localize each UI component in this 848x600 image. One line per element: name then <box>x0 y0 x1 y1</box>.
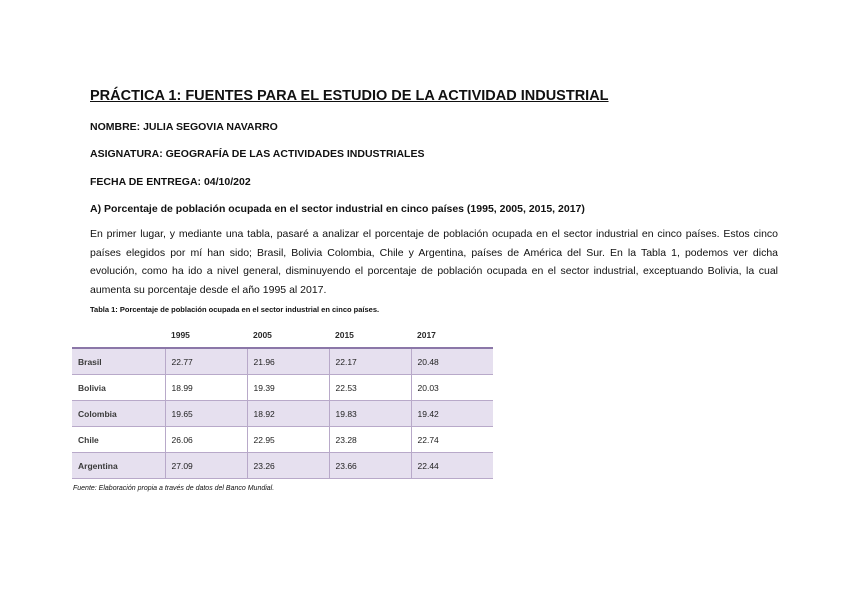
table-cell: 23.66 <box>329 453 411 479</box>
due-date: FECHA DE ENTREGA: 04/10/202 <box>90 176 251 188</box>
subject: ASIGNATURA: GEOGRAFÍA DE LAS ACTIVIDADES INDUSTRIALES <box>90 148 425 160</box>
intro-paragraph: En primer lugar, y mediante una tabla, pasaré a analizar el porcentaje de población ocupada en el sector industrial en cinco países. Estos cinco países elegidos por mí han sido; Brasil, Bolivia Colombia, Chile y Argentina, países de América del Sur. En la Tabla 1, podemos ver dicha evolución, como ha ido a nivel general, disminuyendo el porcentaje de población ocupada en el sector industrial, exceptuando Bolivia, la cual aumenta su porcentaje desde el año 1995 al 2017. <box>90 228 778 296</box>
table-cell: 23.28 <box>329 427 411 453</box>
table-cell: 22.17 <box>329 348 411 375</box>
table-cell: 18.92 <box>247 401 329 427</box>
table-cell: 22.95 <box>247 427 329 453</box>
table-cell: 21.96 <box>247 348 329 375</box>
table-cell: 19.65 <box>165 401 247 427</box>
header-2005: 2005 <box>253 330 272 340</box>
row-country: Colombia <box>72 401 165 427</box>
table-cell: 23.26 <box>247 453 329 479</box>
table-cell: 22.53 <box>329 375 411 401</box>
table-caption: Tabla 1: Porcentaje de población ocupada en el sector industrial en cinco países. <box>90 305 380 314</box>
document-title: PRÁCTICA 1: FUENTES PARA EL ESTUDIO DE LA ACTIVIDAD INDUSTRIAL <box>90 88 609 104</box>
table-cell: 22.74 <box>411 427 493 453</box>
table-cell: 22.77 <box>165 348 247 375</box>
table-header-row <box>72 323 493 348</box>
table-cell: 19.39 <box>247 375 329 401</box>
table-row <box>72 348 493 375</box>
table-cell: 18.99 <box>165 375 247 401</box>
student-name: NOMBRE: JULIA SEGOVIA NAVARRO <box>90 121 278 133</box>
header-1995: 1995 <box>171 330 190 340</box>
row-country: Brasil <box>72 348 165 375</box>
table-row <box>72 453 493 479</box>
header-2017: 2017 <box>417 330 436 340</box>
table-cell: 20.48 <box>411 348 493 375</box>
row-country: Argentina <box>72 453 165 479</box>
table-cell: 19.83 <box>329 401 411 427</box>
table-cell: 26.06 <box>165 427 247 453</box>
table-cell: 20.03 <box>411 375 493 401</box>
table-cell: 22.44 <box>411 453 493 479</box>
table-row <box>72 375 493 401</box>
table-cell: 19.42 <box>411 401 493 427</box>
table-row <box>72 401 493 427</box>
table-source: Fuente: Elaboración propia a través de datos del Banco Mundial. <box>73 485 275 492</box>
employment-table <box>72 323 493 479</box>
header-2015: 2015 <box>335 330 354 340</box>
row-country: Bolivia <box>72 375 165 401</box>
table-cell: 27.09 <box>165 453 247 479</box>
section-a-heading: A) Porcentaje de población ocupada en el sector industrial en cinco países (1995, 2005, 2015, 2017) <box>90 203 585 215</box>
row-country: Chile <box>72 427 165 453</box>
table-row <box>72 427 493 453</box>
header-corner <box>72 323 165 348</box>
